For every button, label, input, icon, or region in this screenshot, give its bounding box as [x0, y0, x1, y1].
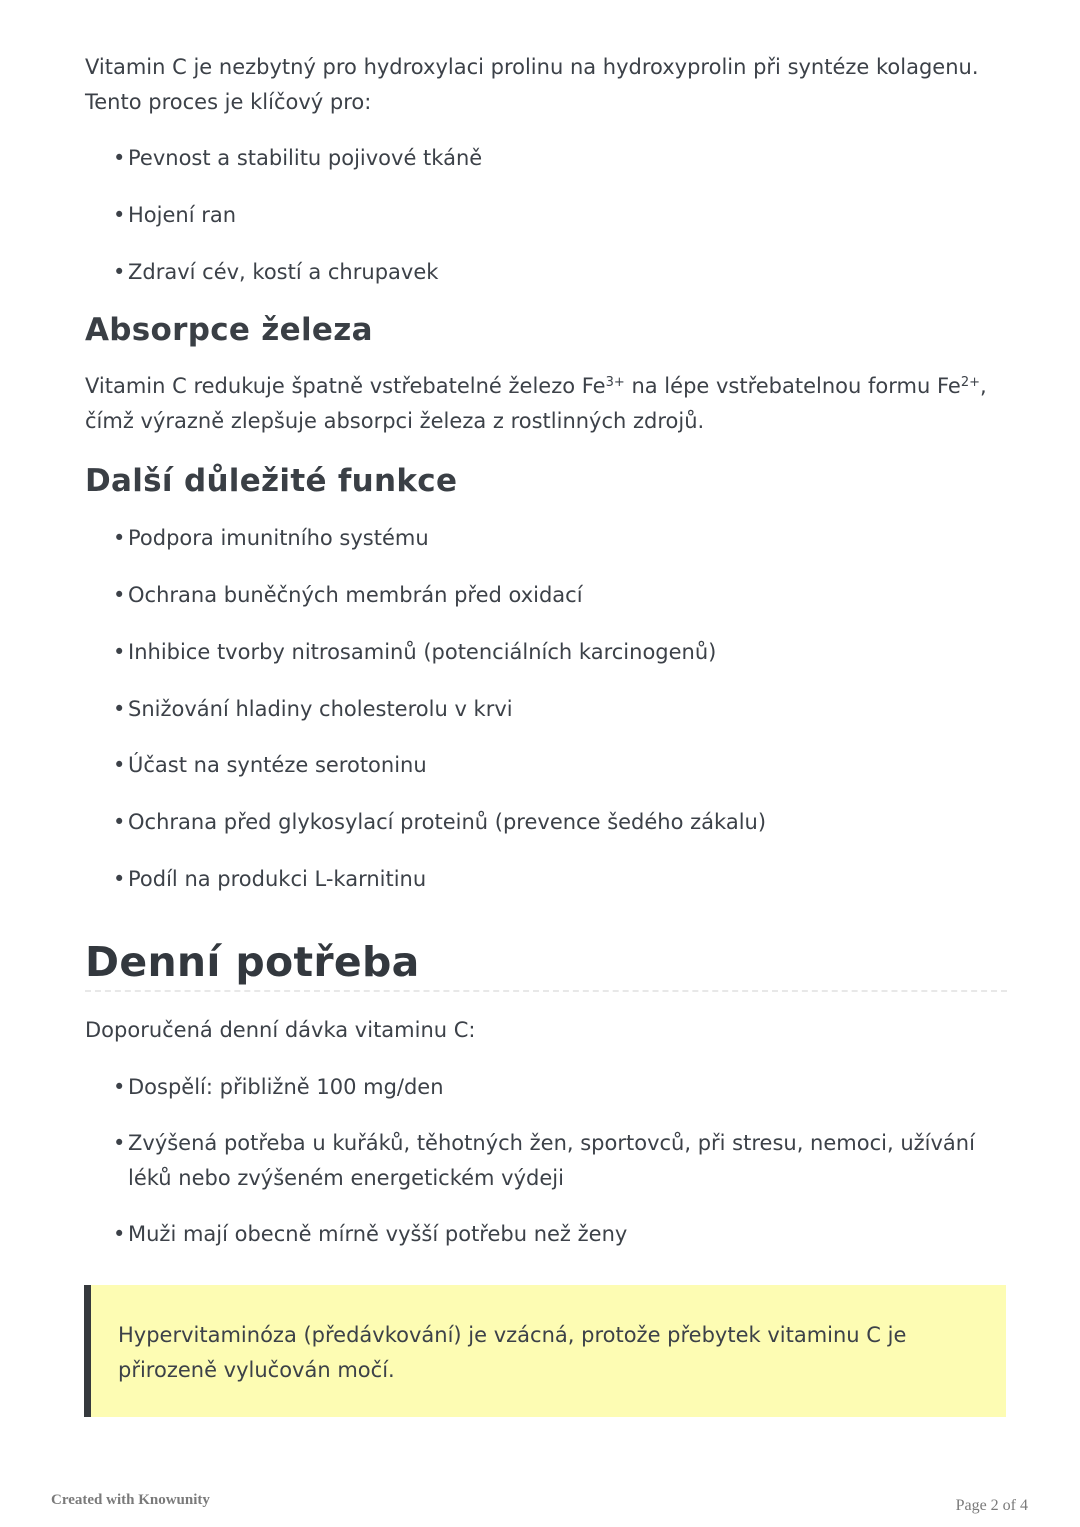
daily-list [85, 1070, 1007, 1252]
section-heading-functions: Další důležité funkce [85, 463, 458, 499]
bullet: • [113, 640, 126, 664]
footer-page-number: Page 2 of 4 [955, 1497, 1028, 1514]
list-item [85, 141, 1007, 176]
iron-text-1: Vitamin C redukuje špatně vstřebatelné železo Fe [85, 374, 606, 398]
list-item-text: Podpora imunitního systému [128, 526, 429, 550]
iron-text-3: , čímž výrazně zlepšuje absorpci železa z rostlinných zdrojů. [85, 374, 987, 433]
list-item [85, 862, 1007, 897]
intro-paragraph: Vitamin C je nezbytný pro hydroxylaci prolinu na hydroxyprolin při syntéze kolagenu. Tento proces je klíčový pro: [85, 55, 979, 114]
bullet: • [113, 810, 126, 834]
bullet: • [113, 526, 126, 550]
list-item [85, 805, 1007, 840]
list-item [85, 692, 1007, 727]
list-item [85, 748, 1007, 783]
list-item [85, 1217, 1007, 1252]
list-item [85, 198, 1007, 233]
bullet: • [113, 697, 126, 721]
list-item-text: Zdraví cév, kostí a chrupavek [128, 260, 439, 284]
bullet: • [113, 203, 126, 227]
list-item-text: Muži mají obecně mírně vyšší potřebu než ženy [128, 1222, 628, 1246]
list-item [85, 1070, 1007, 1105]
heading-divider [85, 990, 1007, 992]
iron-sup-1: 3+ [605, 375, 625, 390]
document-body [85, 50, 1007, 1252]
bullet: • [113, 1131, 126, 1155]
bullet: • [113, 753, 126, 777]
list-item-text: Pevnost a stabilitu pojivové tkáně [128, 146, 483, 170]
list-item-text: Ochrana buněčných membrán před oxidací [128, 583, 583, 607]
list-item [85, 1126, 1007, 1196]
functions-list [85, 521, 1007, 897]
section-heading-daily: Denní potřeba [85, 938, 420, 986]
list-item-text: Účast na syntéze serotoninu [128, 753, 427, 777]
intro-list [85, 141, 1007, 290]
list-item [85, 635, 1007, 670]
list-item-text: Hojení ran [128, 203, 237, 227]
bullet: • [113, 1075, 126, 1099]
iron-text-2: na lépe vstřebatelnou formu Fe [624, 374, 961, 398]
bullet: • [113, 867, 126, 891]
list-item-text: Zvýšená potřeba u kuřáků, těhotných žen, sportovců, při stresu, nemoci, užívání léků nebo zvýšeném energetickém výdeji [128, 1131, 975, 1190]
list-item [85, 521, 1007, 556]
list-item-text: Inhibice tvorby nitrosaminů (potenciálních karcinogenů) [128, 640, 717, 664]
section-heading-iron: Absorpce železa [85, 312, 373, 348]
iron-paragraph [85, 369, 1007, 439]
daily-intro: Doporučená denní dávka vitaminu C: [85, 1018, 476, 1042]
bullet: • [113, 583, 126, 607]
list-item [85, 255, 1007, 290]
note-callout [84, 1285, 1006, 1417]
bullet: • [113, 1222, 126, 1246]
list-item [85, 578, 1007, 613]
iron-sup-2: 2+ [960, 375, 980, 390]
list-item-text: Dospělí: přibližně 100 mg/den [128, 1075, 444, 1099]
list-item-text: Snižování hladiny cholesterolu v krvi [128, 697, 513, 721]
callout-text: Hypervitaminóza (předávkování) je vzácná, protože přebytek vitaminu C je přirozeně vylučován močí. [118, 1323, 907, 1382]
list-item-text: Podíl na produkci L-karnitinu [128, 867, 427, 891]
footer-created: Created with Knowunity [51, 1492, 210, 1508]
list-item-text: Ochrana před glykosylací proteinů (prevence šedého zákalu) [128, 810, 767, 834]
bullet: • [113, 260, 126, 284]
bullet: • [113, 146, 126, 170]
